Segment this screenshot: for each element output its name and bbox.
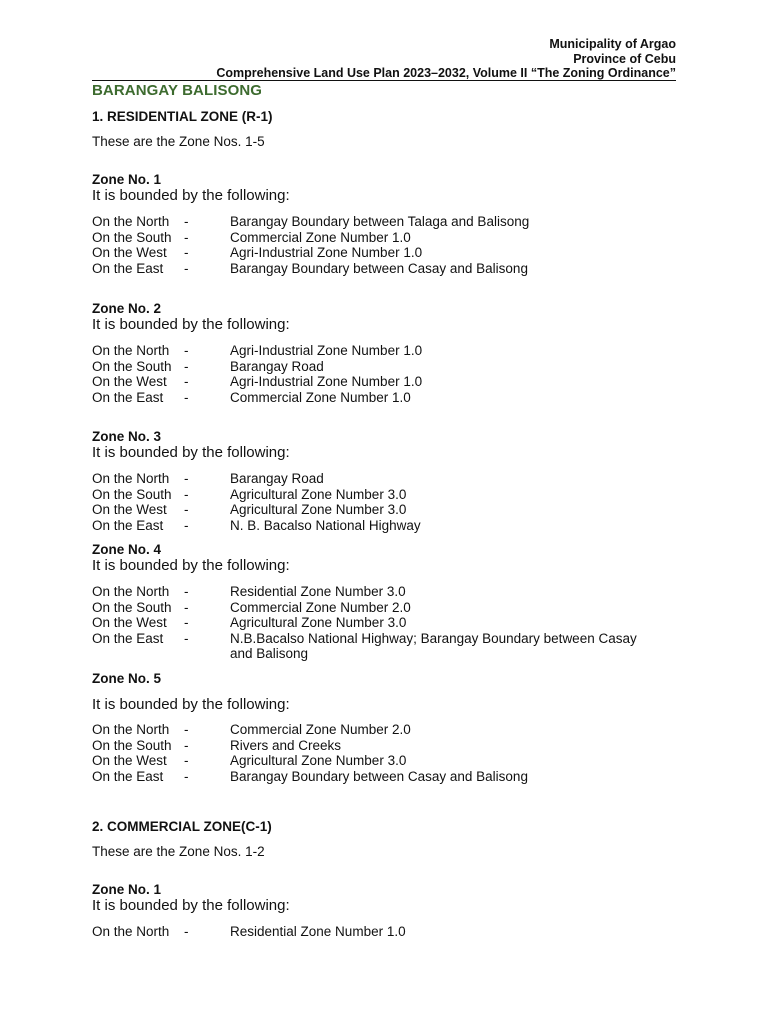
bound-row-east xyxy=(92,518,652,534)
bound-dash: - xyxy=(184,584,189,599)
section-title-residential: 1. RESIDENTIAL ZONE (R-1) xyxy=(92,109,273,124)
header-province: Province of Cebu xyxy=(573,51,676,66)
bound-dash: - xyxy=(184,229,189,245)
zone-label: Zone No. 1 xyxy=(92,172,162,187)
bound-dash: - xyxy=(184,924,189,939)
bound-row-north xyxy=(92,924,652,940)
bound-value: Rivers and Creeks xyxy=(230,737,342,753)
bound-direction: On the West xyxy=(92,245,167,260)
zone-label: Zone No. 4 xyxy=(92,542,162,557)
bound-row-north xyxy=(92,343,652,359)
bounds-list xyxy=(92,584,652,662)
bound-value: Agricultural Zone Number 3.0 xyxy=(230,502,407,517)
bound-row-east xyxy=(92,631,652,662)
bound-direction: On the South xyxy=(92,737,172,753)
header-plan-title: Comprehensive Land Use Plan 2023–2032, Volume II “The Zoning Ordinance” xyxy=(216,66,676,80)
bound-value: Barangay Road xyxy=(230,358,324,374)
bound-row-north xyxy=(92,214,652,230)
bound-row-north xyxy=(92,471,652,487)
bounded-text: It is bounded by the following: xyxy=(92,187,290,204)
bound-value: Agricultural Zone Number 3.0 xyxy=(230,753,407,768)
section-intro-residential: These are the Zone Nos. 1-5 xyxy=(92,134,265,149)
bound-dash: - xyxy=(184,722,189,737)
barangay-title: BARANGAY BALISONG xyxy=(92,82,263,99)
bound-direction: On the West xyxy=(92,615,167,630)
bound-dash: - xyxy=(184,630,189,646)
bounds-list xyxy=(92,924,652,940)
bound-direction: On the East xyxy=(92,389,164,405)
bound-dash: - xyxy=(184,343,189,358)
bounds-list xyxy=(92,722,652,784)
bound-direction: On the South xyxy=(92,229,172,245)
bound-dash: - xyxy=(184,615,189,630)
bound-dash: - xyxy=(184,374,189,389)
bound-direction: On the North xyxy=(92,924,170,939)
bound-direction: On the East xyxy=(92,768,164,784)
bound-direction: On the East xyxy=(92,517,164,533)
bound-value: Agri-Industrial Zone Number 1.0 xyxy=(230,245,423,260)
bound-row-south xyxy=(92,487,652,503)
bound-direction: On the North xyxy=(92,722,170,737)
bound-row-south xyxy=(92,359,652,375)
bound-direction: On the East xyxy=(92,630,164,646)
bound-dash: - xyxy=(184,486,189,502)
bound-row-north xyxy=(92,722,652,738)
bounded-text: It is bounded by the following: xyxy=(92,444,290,461)
bound-dash: - xyxy=(184,517,189,533)
bound-direction: On the East xyxy=(92,260,164,276)
bound-value: Commercial Zone Number 2.0 xyxy=(230,722,411,737)
bound-value: Residential Zone Number 3.0 xyxy=(230,584,406,599)
bound-row-east xyxy=(92,261,652,277)
bound-dash: - xyxy=(184,753,189,768)
bound-value: Commercial Zone Number 2.0 xyxy=(230,599,411,615)
bound-value: Barangay Boundary between Talaga and Balisong xyxy=(230,214,530,229)
bound-direction: On the South xyxy=(92,486,172,502)
bounded-text: It is bounded by the following: xyxy=(92,696,290,713)
bound-direction: On the West xyxy=(92,374,167,389)
zone-label: Zone No. 3 xyxy=(92,429,162,444)
bound-direction: On the South xyxy=(92,599,172,615)
bound-dash: - xyxy=(184,768,189,784)
bound-value: Agri-Industrial Zone Number 1.0 xyxy=(230,374,423,389)
bound-row-south xyxy=(92,230,652,246)
bound-dash: - xyxy=(184,245,189,260)
bound-row-north xyxy=(92,584,652,600)
bound-dash: - xyxy=(184,502,189,517)
bound-row-east xyxy=(92,769,652,785)
zone-label: Zone No. 1 xyxy=(92,882,162,897)
bound-row-west xyxy=(92,753,652,769)
zone-label: Zone No. 5 xyxy=(92,671,162,686)
bound-direction: On the North xyxy=(92,214,170,229)
bound-value: Agricultural Zone Number 3.0 xyxy=(230,615,407,630)
bound-dash: - xyxy=(184,599,189,615)
section-intro-commercial: These are the Zone Nos. 1-2 xyxy=(92,844,265,859)
bound-row-west xyxy=(92,615,652,631)
bound-row-east xyxy=(92,390,652,406)
bound-dash: - xyxy=(184,389,189,405)
bound-dash: - xyxy=(184,358,189,374)
bound-value: Barangay Boundary between Casay and Balisong xyxy=(230,768,528,784)
bounded-text: It is bounded by the following: xyxy=(92,557,290,574)
bound-direction: On the West xyxy=(92,753,167,768)
header-municipality: Municipality of Argao xyxy=(549,37,676,51)
bound-dash: - xyxy=(184,737,189,753)
bound-dash: - xyxy=(184,260,189,276)
bound-value: Barangay Boundary between Casay and Balisong xyxy=(230,260,528,276)
bound-direction: On the North xyxy=(92,343,170,358)
bounded-text: It is bounded by the following: xyxy=(92,897,290,914)
bounded-text: It is bounded by the following: xyxy=(92,316,290,333)
bound-direction: On the North xyxy=(92,471,170,486)
bound-direction: On the North xyxy=(92,584,170,599)
bounds-list xyxy=(92,343,652,405)
bound-value: Residential Zone Number 1.0 xyxy=(230,924,406,939)
bound-row-west xyxy=(92,374,652,390)
section-title-commercial: 2. COMMERCIAL ZONE(C-1) xyxy=(92,819,272,834)
bound-value: Agricultural Zone Number 3.0 xyxy=(230,486,407,502)
bound-direction: On the South xyxy=(92,358,172,374)
bound-value: Agri-Industrial Zone Number 1.0 xyxy=(230,343,423,358)
bound-row-south xyxy=(92,738,652,754)
bound-row-west xyxy=(92,245,652,261)
bound-dash: - xyxy=(184,471,189,486)
header-rule xyxy=(92,80,676,81)
bounds-list xyxy=(92,214,652,276)
bound-value: Barangay Road xyxy=(230,471,324,486)
document-header xyxy=(92,37,676,81)
bound-value: Commercial Zone Number 1.0 xyxy=(230,389,411,405)
bound-row-west xyxy=(92,502,652,518)
bound-value: Commercial Zone Number 1.0 xyxy=(230,229,411,245)
bound-row-south xyxy=(92,600,652,616)
bound-dash: - xyxy=(184,214,189,229)
bound-direction: On the West xyxy=(92,502,167,517)
bound-value: N.B.Bacalso National Highway; Barangay Boundary between Casay and Balisong xyxy=(230,630,637,661)
bound-value: N. B. Bacalso National Highway xyxy=(230,517,421,533)
zone-label: Zone No. 2 xyxy=(92,301,162,316)
bounds-list xyxy=(92,471,652,533)
